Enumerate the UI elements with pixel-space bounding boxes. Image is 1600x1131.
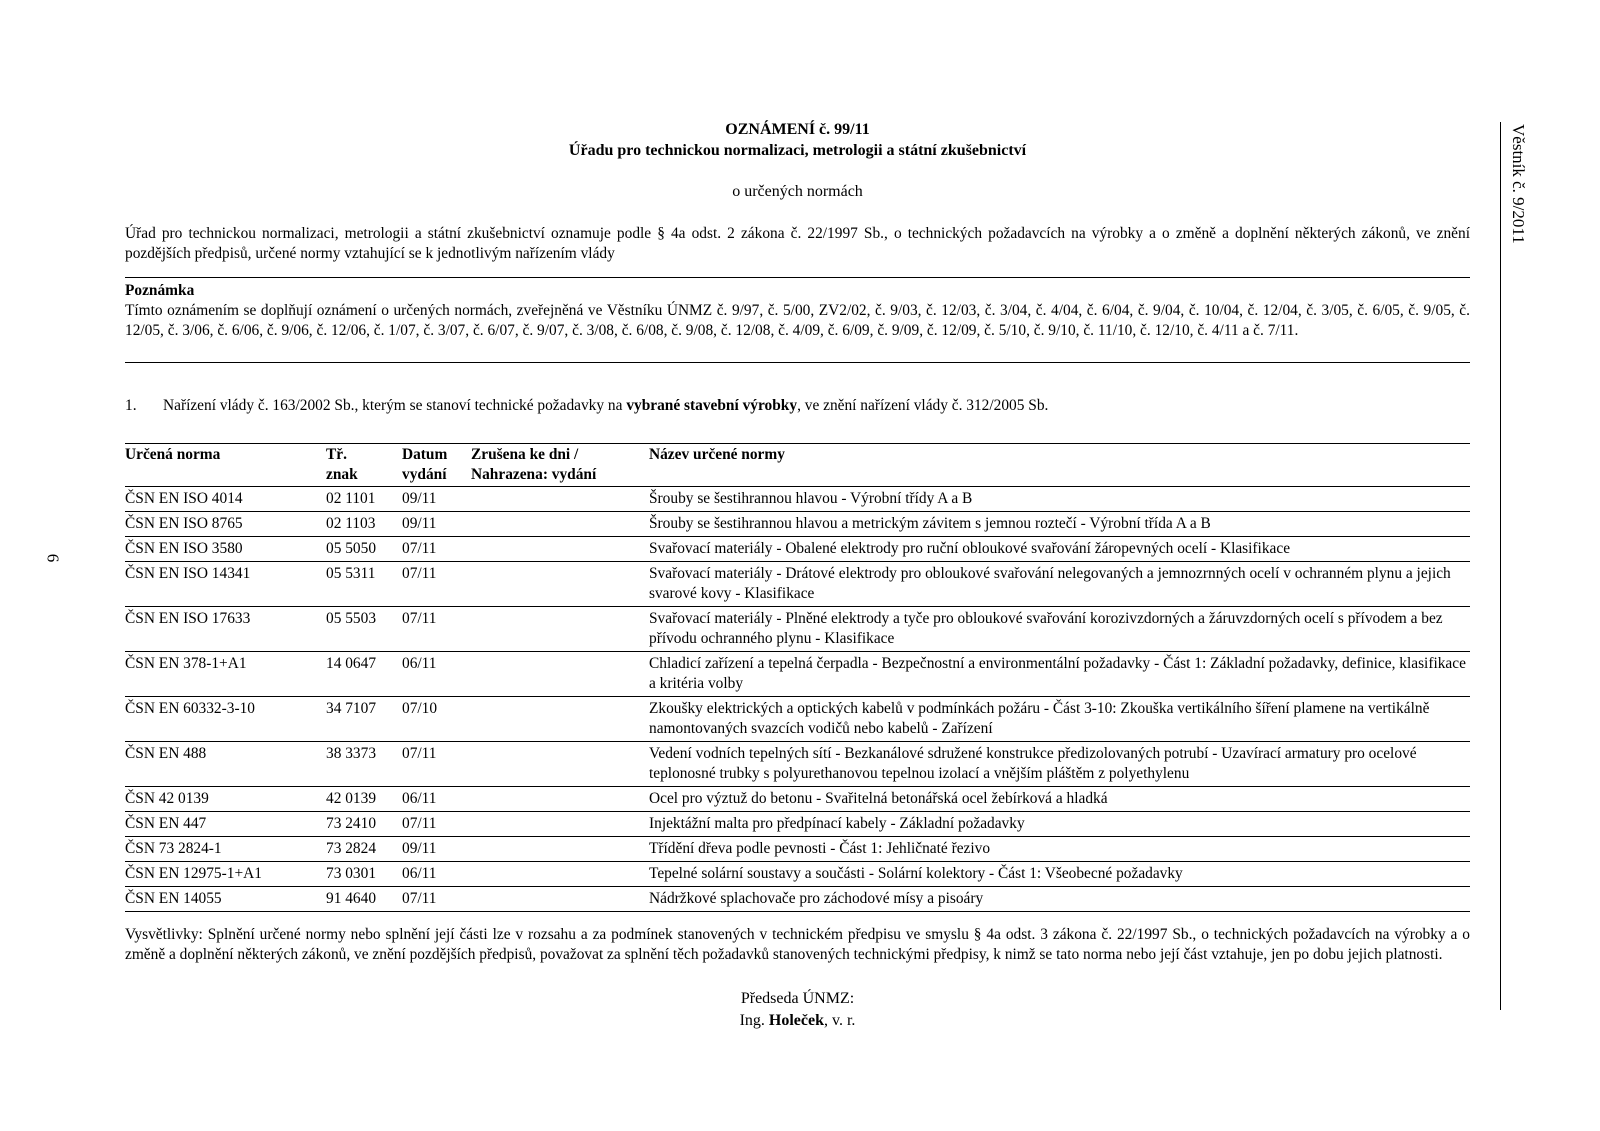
regulation-item-number: 1. (125, 397, 137, 414)
signature-block (125, 988, 1470, 1032)
notice-topic: o určených normách (732, 183, 863, 200)
note-top-divider (125, 277, 1470, 278)
cell-class-code: 14 0647 (326, 652, 402, 697)
cell-class-code: 34 7107 (326, 697, 402, 742)
table-row (125, 862, 1470, 887)
cell-class-code: 05 5503 (326, 607, 402, 652)
cell-issue-date: 06/11 (402, 787, 471, 812)
cell-norm: ČSN EN ISO 17633 (125, 607, 326, 652)
note-block (125, 281, 1470, 341)
table-row (125, 787, 1470, 812)
cell-class-code: 02 1103 (326, 512, 402, 537)
table-row (125, 562, 1470, 607)
designated-norms-table (125, 443, 1470, 912)
cell-cancelled (471, 887, 649, 912)
cell-norm-title: Chladicí zařízení a tepelná čerpadla - Bezpečnostní a environmentální požadavky - Část 1: Základní požadavky, definice, klasifikace a kritéria volby (649, 652, 1470, 697)
table-row (125, 652, 1470, 697)
cell-norm: ČSN EN 14055 (125, 887, 326, 912)
intro-paragraph: Úřad pro technickou normalizaci, metrologii a státní zkušebnictví oznamuje podle § 4a odst. 2 zákona č. 22/1997 Sb., o technických požadavcích na výrobky a o změně a doplnění některých zákonů, ve znění pozdějších předpisů, určené normy vztahující se k jednotlivým nařízením vlády (125, 225, 1470, 262)
table-row (125, 607, 1470, 652)
cell-class-code: 73 2824 (326, 837, 402, 862)
cell-cancelled (471, 487, 649, 512)
cell-norm: ČSN EN 60332-3-10 (125, 697, 326, 742)
cell-cancelled (471, 812, 649, 837)
table-row (125, 487, 1470, 512)
cell-issue-date: 07/11 (402, 562, 471, 607)
cell-issue-date: 07/11 (402, 537, 471, 562)
table-row (125, 812, 1470, 837)
page-number: 6 (43, 553, 63, 563)
cell-cancelled (471, 607, 649, 652)
cell-norm: ČSN 42 0139 (125, 787, 326, 812)
cell-class-code: 73 0301 (326, 862, 402, 887)
cell-norm-title: Svařovací materiály - Obalené elektrody pro ruční obloukové svařování žáropevných ocelí - Klasifikace (649, 537, 1470, 562)
cell-issue-date: 06/11 (402, 652, 471, 697)
cell-class-code: 05 5311 (326, 562, 402, 607)
cell-norm-title: Svařovací materiály - Drátové elektrody pro obloukové svařování nelegovaných a jemnozrnných ocelí v ochranném plynu a jejich svarové kovy - Klasifikace (649, 562, 1470, 607)
cell-cancelled (471, 742, 649, 787)
header-date: Datum vydání (402, 444, 471, 487)
journal-side-label: Věstník č. 9/2011 (1509, 124, 1528, 244)
cell-issue-date: 07/11 (402, 607, 471, 652)
table-row (125, 512, 1470, 537)
cell-norm-title: Třídění dřeva podle pevnosti - Část 1: Jehličnaté řezivo (649, 837, 1470, 862)
notice-title: OZNÁMENÍ č. 99/11 (725, 121, 870, 138)
table-row (125, 742, 1470, 787)
cell-norm: ČSN EN 447 (125, 812, 326, 837)
cell-issue-date: 07/11 (402, 742, 471, 787)
cell-norm: ČSN EN 12975-1+A1 (125, 862, 326, 887)
cell-norm-title: Injektážní malta pro předpínací kabely - Základní požadavky (649, 812, 1470, 837)
cell-class-code: 05 5050 (326, 537, 402, 562)
cell-norm: ČSN EN ISO 3580 (125, 537, 326, 562)
table-header-row (125, 444, 1470, 487)
regulation-text-start: Nařízení vlády č. 163/2002 Sb., kterým se stanoví technické požadavky na (163, 397, 627, 414)
cell-norm: ČSN 73 2824-1 (125, 837, 326, 862)
regulation-text-end: , ve znění nařízení vlády č. 312/2005 Sb. (797, 397, 1049, 414)
regulation-text-bold: vybrané stavební výrobky (626, 397, 798, 414)
cell-cancelled (471, 537, 649, 562)
cell-norm-title: Šrouby se šestihrannou hlavou a metrickým závitem s jemnou roztečí - Výrobní třída A a B (649, 512, 1470, 537)
table-body (125, 487, 1470, 912)
header-cancelled: Zrušena ke dni / Nahrazena: vydání (471, 444, 649, 487)
cell-issue-date: 09/11 (402, 512, 471, 537)
table-row (125, 887, 1470, 912)
cell-class-code: 73 2410 (326, 812, 402, 837)
cell-issue-date: 07/11 (402, 887, 471, 912)
header-title: Název určené normy (649, 444, 1470, 487)
cell-norm-title: Vedení vodních tepelných sítí - Bezkanálové sdružené konstrukce předizolovaných potrubí - Uzavírací armatury pro ocelové teplonosné trubky s polyurethanovou tepelnou izolací a vnějším pláštěm z polyethylenu (649, 742, 1470, 787)
cell-cancelled (471, 562, 649, 607)
table-row (125, 537, 1470, 562)
explanation-paragraph: Vysvětlivky: Splnění určené normy nebo splnění její části lze v rozsahu a za podmínek stanovených v technickém předpisu ve smyslu § 4a odst. 3 zákona č. 22/1997 Sb., o technických požadavcích na výrobky a o změně a doplnění některých zákonů, ve znění pozdějších předpisů, považovat za splnění těch požadavků stanovených technickými předpisy, k nimž se tato norma nebo její část vztahuje, jen po dobu jejich platnosti. (125, 926, 1470, 963)
cell-norm: ČSN EN 488 (125, 742, 326, 787)
header-norm: Určená norma (125, 444, 326, 487)
cell-cancelled (471, 862, 649, 887)
cell-norm: ČSN EN ISO 8765 (125, 512, 326, 537)
cell-norm-title: Šrouby se šestihrannou hlavou - Výrobní třídy A a B (649, 487, 1470, 512)
cell-cancelled (471, 652, 649, 697)
cell-norm: ČSN EN 378-1+A1 (125, 652, 326, 697)
header-class: Tř. znak (326, 444, 402, 487)
table-row (125, 697, 1470, 742)
cell-class-code: 42 0139 (326, 787, 402, 812)
side-divider (1500, 122, 1501, 1010)
regulation-item-text (163, 396, 1048, 416)
notice-authority: Úřadu pro technickou normalizaci, metrologii a státní zkušebnictví (568, 142, 1027, 159)
signature-name: Holeček (768, 1012, 824, 1029)
note-text: Tímto oznámením se doplňují oznámení o určených normách, zveřejněná ve Věstníku ÚNMZ č. 9/97, č. 5/00, ZV2/02, č. 9/03, č. 12/03, č. 3/04, č. 4/04, č. 6/04, č. 9/04, č. 10/04, č. 12/04, č. 3/05, č. 6/05, č. 9/05, č. 12/05, č. 3/06, č. 6/06, č. 9/06, č. 12/06, č. 1/07, č. 3/07, č. 6/07, č. 9/07, č. 3/08, č. 6/08, č. 9/08, č. 12/08, č. 4/09, č. 6/09, č. 9/09, č. 12/09, č. 5/10, č. 9/10, č. 11/10, č. 12/10, č. 4/11 a č. 7/11. (125, 302, 1470, 339)
cell-norm-title: Nádržkové splachovače pro záchodové mísy a pisoáry (649, 887, 1470, 912)
cell-norm: ČSN EN ISO 14341 (125, 562, 326, 607)
cell-issue-date: 07/10 (402, 697, 471, 742)
cell-issue-date: 06/11 (402, 862, 471, 887)
cell-class-code: 02 1101 (326, 487, 402, 512)
cell-issue-date: 09/11 (402, 837, 471, 862)
cell-class-code: 38 3373 (326, 742, 402, 787)
cell-class-code: 91 4640 (326, 887, 402, 912)
cell-cancelled (471, 512, 649, 537)
cell-cancelled (471, 837, 649, 862)
cell-issue-date: 09/11 (402, 487, 471, 512)
signature-name-line: Ing. Holeček, v. r. (739, 1012, 856, 1029)
signature-role: Předseda ÚNMZ: (740, 990, 855, 1007)
cell-norm-title: Zkoušky elektrických a optických kabelů v podmínkách požáru - Část 3-10: Zkouška vertikálního šíření plamene na vertikálně namontovaných svazcích vodičů nebo kabelů - Zařízení (649, 697, 1470, 742)
note-heading: Poznámka (125, 282, 195, 299)
table-row (125, 837, 1470, 862)
cell-norm-title: Ocel pro výztuž do betonu - Svařitelná betonářská ocel žebírková a hladká (649, 787, 1470, 812)
cell-norm: ČSN EN ISO 4014 (125, 487, 326, 512)
note-bottom-divider (125, 362, 1470, 363)
cell-norm-title: Tepelné solární soustavy a součásti - Solární kolektory - Část 1: Všeobecné požadavky (649, 862, 1470, 887)
cell-norm-title: Svařovací materiály - Plněné elektrody a tyče pro obloukové svařování korozivzdorných a žáruvzdorných ocelí s přívodem a bez přívodu ochranného plynu - Klasifikace (649, 607, 1470, 652)
cell-cancelled (471, 697, 649, 742)
cell-issue-date: 07/11 (402, 812, 471, 837)
cell-cancelled (471, 787, 649, 812)
